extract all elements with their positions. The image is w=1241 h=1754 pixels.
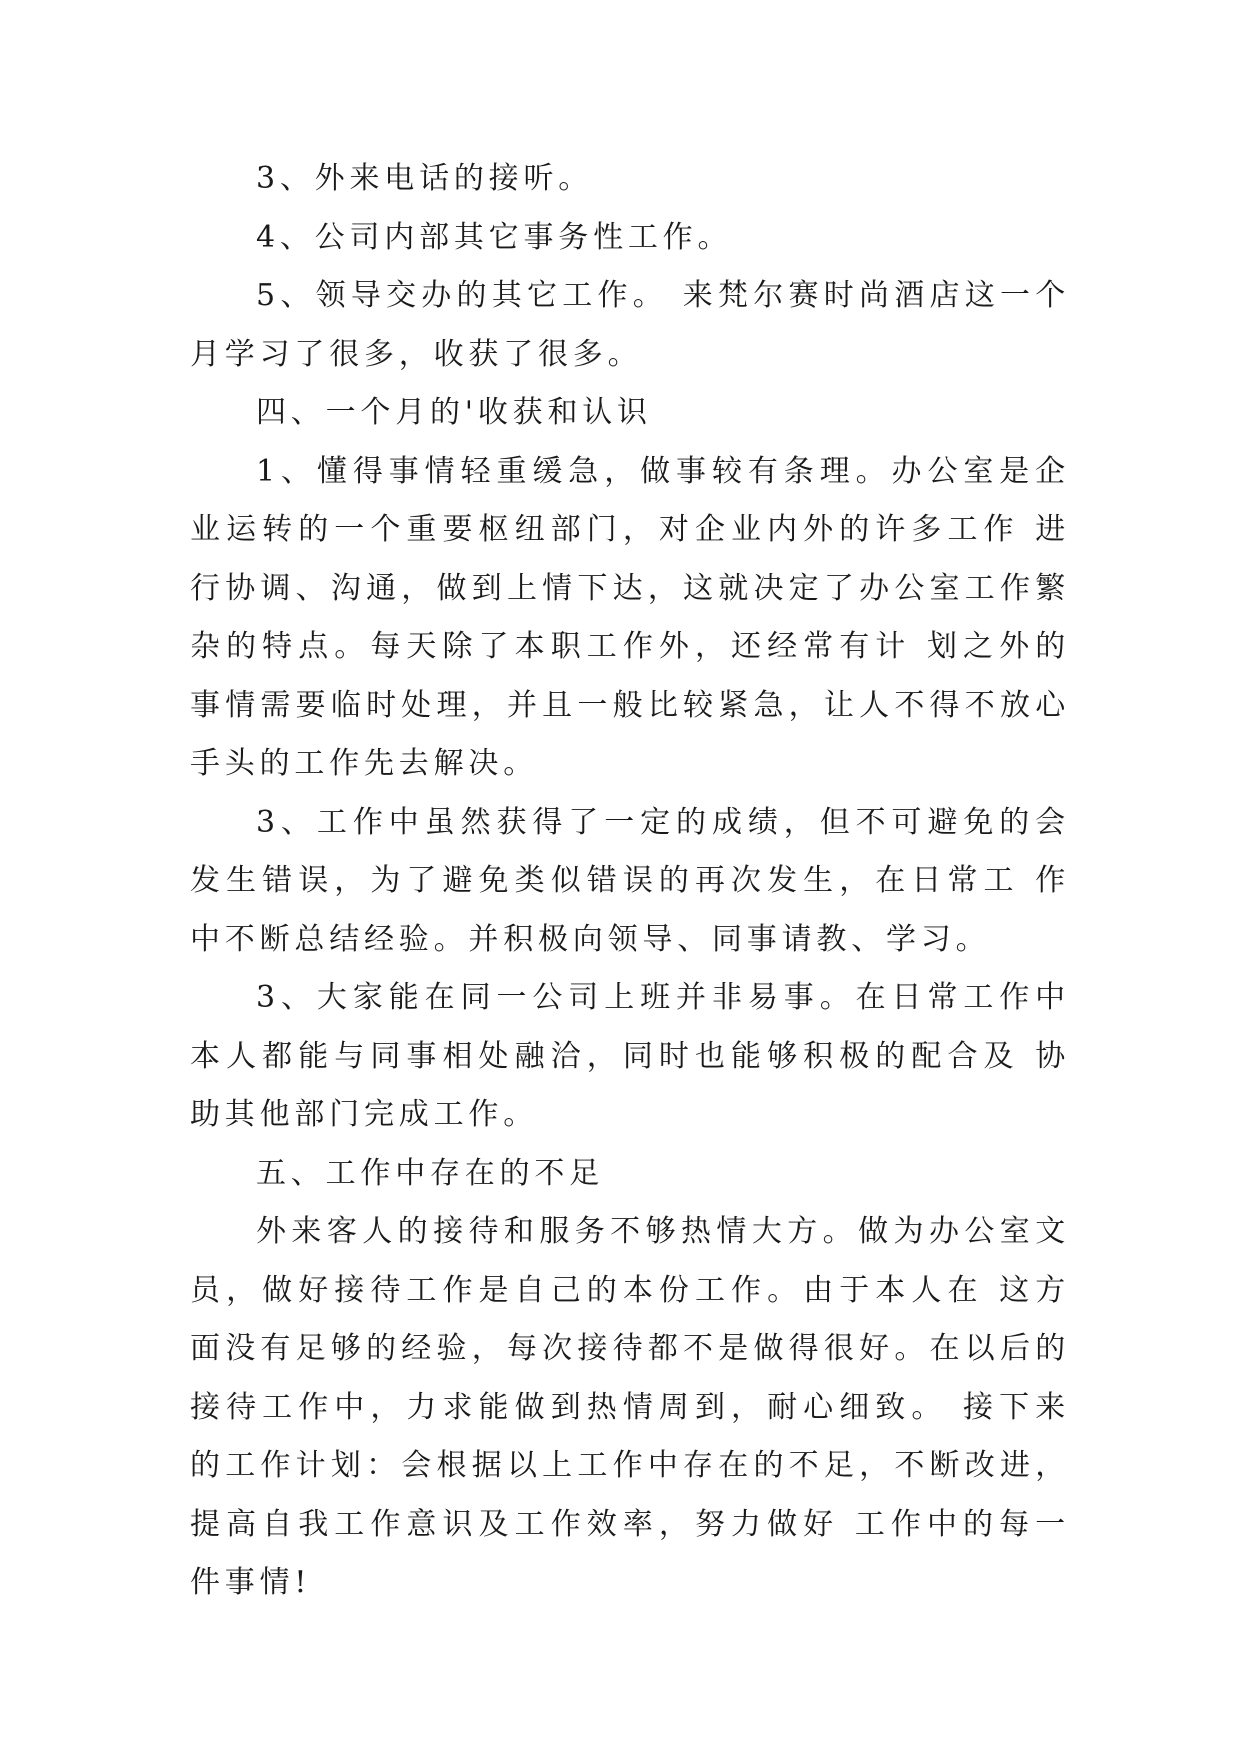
list-item-leader-tasks: 5、领导交办的其它工作。 来梵尔赛时尚酒店这一个月学习了很多，收获了很多。 [190, 278, 1070, 372]
section-heading-gains: 四、一个月的'收获和认识 [256, 395, 652, 430]
paragraph-reception: 外来客人的接待和服务不够热情大方。做为办公室文员，做好接待工作是自己的本份工作。由于本人在 这方面没有足够的经验，每次接待都不是做得很好。在以后的接待工作中，力求能做到热情周到，耐心细致。 接下来的工作计划：会根据以上工作中存在的不足，不断改进，提高自我工作意识及工作效率，努力做好 工作中的每一件事情! [190, 1214, 1070, 1600]
list-item-phone-calls: 3、外来电话的接听。 [256, 161, 594, 196]
list-item-internal-affairs: 4、公司内部其它事务性工作。 [256, 219, 733, 255]
paragraph-teamwork: 3、大家能在同一公司上班并非易事。在日常工作中本人都能与同事相处融洽，同时也能够积极的配合及 协助其他部门完成工作。 [190, 980, 1070, 1132]
paragraph-priorities: 1、懂得事情轻重缓急，做事较有条理。办公室是企业运转的一个重要枢纽部门，对企业内外的许多工作 进行协调、沟通，做到上情下达，这就决定了办公室工作繁杂的特点。每天除了本职工作外，还经常有计 划之外的事情需要临时处理，并且一般比较紧急，让人不得不放心手头的工作先去解决。 [190, 453, 1070, 781]
section-heading-shortcomings: 五、工作中存在的不足 [256, 1155, 604, 1191]
paragraph-mistakes: 3、工作中虽然获得了一定的成绩，但不可避免的会发生错误，为了避免类似错误的再次发生，在日常工 作中不断总结经验。并积极向领导、同事请教、学习。 [190, 804, 1070, 957]
document-body [190, 150, 1070, 1613]
